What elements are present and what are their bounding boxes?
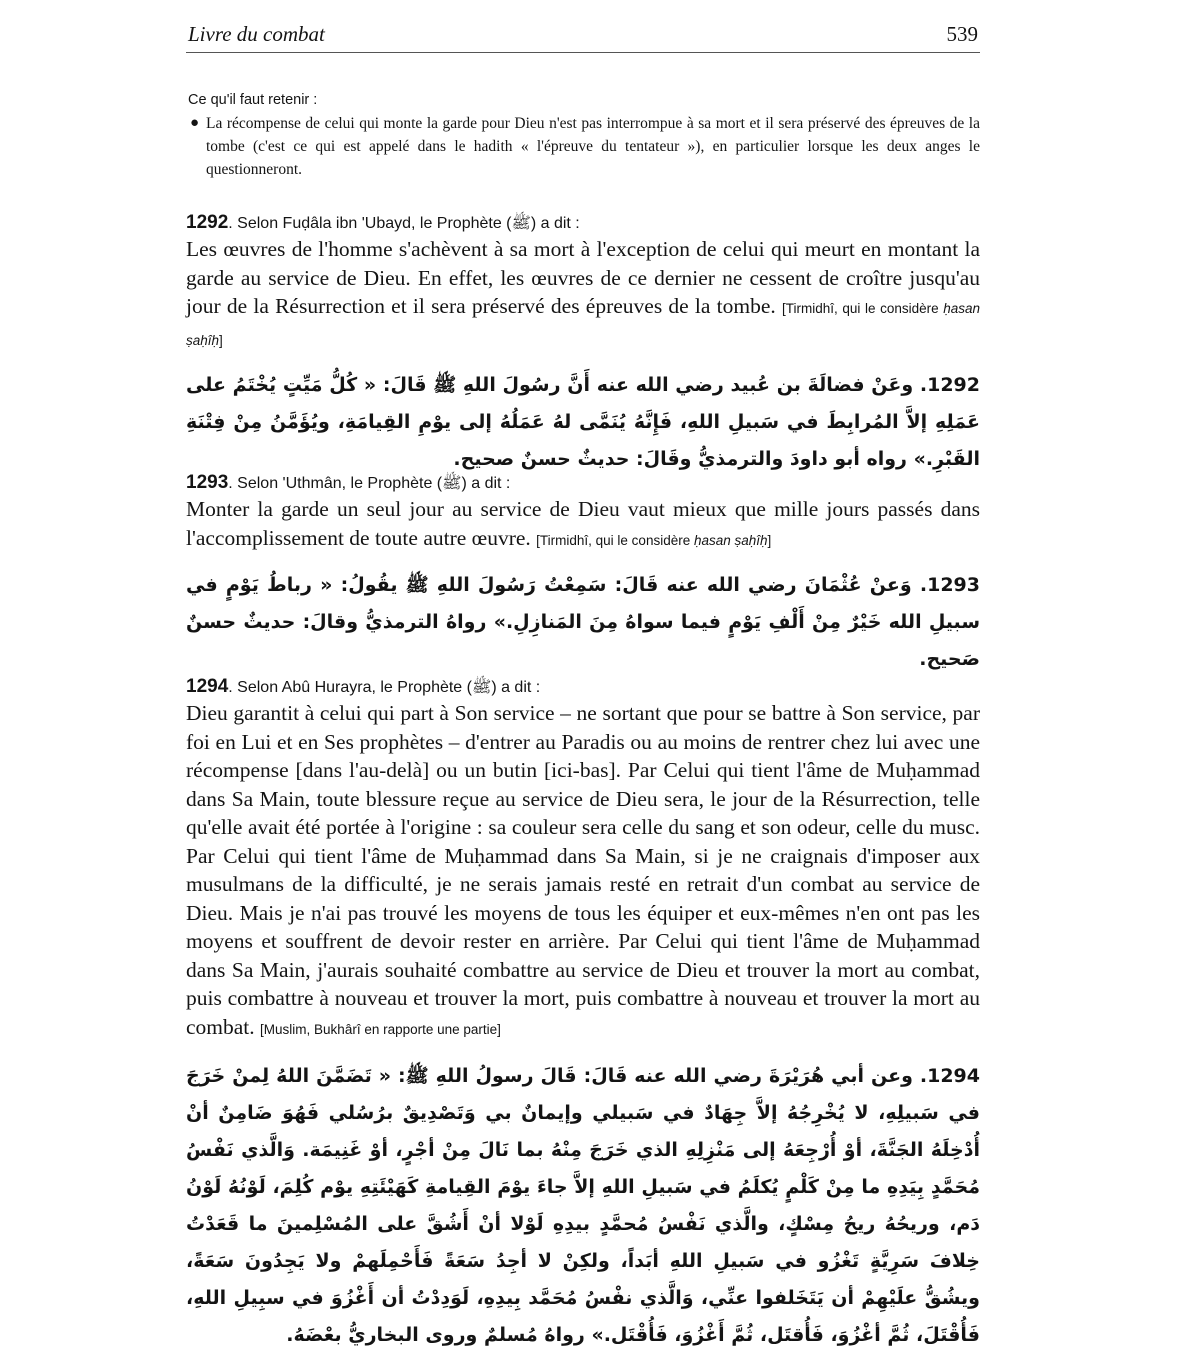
hadith-heading: [186, 676, 980, 699]
hadith-intro: . Selon Fuḍâla ibn 'Ubayd, le Prophète (ﷺ) a dit :: [228, 215, 580, 232]
page-header: [186, 22, 980, 52]
hadith-grade: ḥasan ṣaḥîḥ: [186, 301, 980, 348]
hadith-number: 1293: [186, 472, 229, 493]
bullet-icon: ●: [190, 115, 200, 131]
hadith-translation: [186, 699, 980, 1044]
hadith-number: 1294: [186, 676, 229, 697]
hadith-source: [Tirmidhî, qui le considère ḥasan ṣaḥîḥ]: [186, 301, 980, 348]
hadith-arabic: 1294. وعن أبي هُرَيْرَةَ رضي الله عنه قَالَ: قَالَ رسولُ اللهِ ﷺ: « تَضَمَّنَ اللهُ لِمنْ خَرَجَ في سَبيلِهِ، لا يُخْرِجُهُ إلاَّ جِهَادٌ في سَبيلي وإيمانٌ بي وَتَصْدِيقٌ برُسُلي فَهُوَ ضَامِنٌ أنْ أُدْخِلَهُ الجَنَّةَ، أوْ أُرْجِعَهُ إلى مَنْزِلِهِ الذي خَرَجَ مِنْهُ بما نَالَ مِنْ أجْرٍ، أوْ غَنِيمَة. وَالَّذي نَفْسُ مُحَمَّدٍ بِيَدِهِ ما مِنْ كَلْمٍ يُكلَمُ في سَبيلِ اللهِ إلاَّ جاءَ يوْمَ القِيامةِ كَهَيْئَتِهِ يوْم كُلِمَ، لَوْنُهُ لَوْنُ دَم، وريحُهُ ريحُ مِسْكٍ، والَّذي نَفْسُ مُحمَّدٍ بيدِهِ لَوْلا أنْ أَشُقَّ على المُسْلِمينَ ما قَعَدْتُ خِلافَ سَرِيَّةٍ تَغْزُو في سَبيلِ اللهِ أبَداً، ولكِنْ لا أجِدُ سَعَةً فَأَحْمِلَهمْ ولا يَجِدُونَ سَعَةً، ويشُقُّ علَيْهِمْ أن يَتَخَلفوا عنِّي، وَالَّذي نفْسُ مُحَمَّد بِيدِهِ، لَوَدِدْتُ أن أَغْزُوَ في سبِيلِ اللهِ، فَأُقْتَلَ، ثُمَّ أغْزُوَ، فَأُقتَل، ثُمَّ أَغْزُوَ، فَأُقْتَل.» رواهُ مُسلمٌ وروى البخاريُّ بعْضَهُ.: [186, 1065, 980, 1346]
hadith-heading: [186, 212, 980, 235]
hadith-text: Les œuvres de l'homme s'achèvent à sa mort à l'exception de celui qui meurt en montant la garde au service de Dieu. En effet, les œuvres de ce dernier ne cessent de croître jusqu'au jour de la Résurrection et il sera préservé des épreuves de la tombe.: [186, 237, 980, 318]
hadith-translation: [186, 235, 980, 355]
hadith-arabic: 1292. وعَنْ فضالَةَ بن عُبيد رضي الله عنه أَنَّ رسُولَ اللهِ ﷺ قَالَ: « كُلُّ مَيِّتٍ يُخْتَمُ على عَمَلِهِ إلاَّ المُرابِطَ في سَبيلِ اللهِ، فَإِنَّهُ يُنَمَّى لهُ عَمَلُهُ إلى يوْمِ القِيامَةِ، ويُؤَمَّنُ مِنْ فِتْنَةِ القَبْرِ.» رواه أبو داودَ والترمذيُّ وقَالَ: حديثٌ حسنٌ صحيح.: [186, 374, 980, 470]
key-takeaway-item: [188, 112, 980, 181]
page-number: 539: [946, 22, 978, 46]
hadith-source: [Muslim, Bukhârî en rapporte une partie]: [260, 1021, 501, 1037]
key-takeaway-text: La récompense de celui qui monte la garde pour Dieu n'est pas interrompue à sa mort et il sera préservé des épreuves de la tombe (c'est ce qui est appelé dans le hadith « l'épreuve du tentateur »), en particulier lorsque les deux anges le questionneront.: [206, 115, 980, 178]
hadith-source: [Tirmidhî, qui le considère ḥasan ṣaḥîḥ]: [536, 532, 772, 548]
key-takeaways-box: [188, 92, 980, 181]
hadith-intro: . Selon 'Uthmân, le Prophète (ﷺ) a dit :: [228, 475, 511, 492]
hadith-heading: [186, 472, 980, 495]
hadith-grade: ḥasan ṣaḥîḥ: [693, 532, 768, 548]
header-rule: [186, 52, 980, 53]
running-title: Livre du combat: [188, 22, 325, 46]
hadith-text: Monter la garde un seul jour au service de Dieu vaut mieux que mille jours passés dans l'accomplissement de toute autre œuvre.: [186, 497, 980, 550]
hadith-translation: [186, 495, 980, 555]
hadith-number: 1292: [186, 212, 229, 233]
hadith-arabic: 1293. وَعنْ عُثْمَانَ رضي الله عنه قَالَ: سَمِعْتُ رَسُولَ اللهِ ﷺ يقُولُ: « رباطُ يَوْمٍ في سبيلِ الله خَيْرٌ مِنْ أَلْفِ يَوْمٍ فيما سواهُ مِنَ المَنازِلِ.» رواهُ الترمذيُّ وقالَ: حديثٌ حسنٌ صَحيح.: [186, 574, 980, 670]
hadith-1292: [186, 212, 980, 478]
hadith-1294: [186, 676, 980, 1354]
hadith-1293: [186, 472, 980, 678]
hadith-intro: . Selon Abû Hurayra, le Prophète (ﷺ) a dit :: [228, 679, 541, 696]
key-takeaways-title: Ce qu'il faut retenir :: [188, 92, 318, 108]
hadith-text: Dieu garantit à celui qui part à Son service – ne sortant que pour se battre à Son service, par foi en Lui et en Ses prophètes – d'entrer au Paradis ou au moins de rentrer chez lui avec une récompense [dans l'au-delà] ou un butin [ici-bas]. Par Celui qui tient l'âme de Muḥammad dans Sa Main, toute blessure reçue au service de Dieu sera, le jour de la Résurrection, telle qu'elle avait été portée à l'origine : sa couleur sera celle du sang et son odeur, celle du musc. Par Celui qui tient l'âme de Muḥammad dans Sa Main, si je ne craignais d'imposer aux musulmans de la difficulté, je ne serais jamais resté en retrait d'un combat au service de Dieu. Mais je n'ai pas trouvé les moyens de tous les équiper et eux-mêmes n'en ont pas les moyens et souffrent de devoir rester en arrière. Par Celui qui tient l'âme de Muḥammad dans Sa Main, j'aurais souhaité combattre au service de Dieu et trouver la mort au combat, puis combattre à nouveau et trouver la mort, puis combattre à nouveau et trouver la mort au combat.: [186, 701, 980, 1039]
